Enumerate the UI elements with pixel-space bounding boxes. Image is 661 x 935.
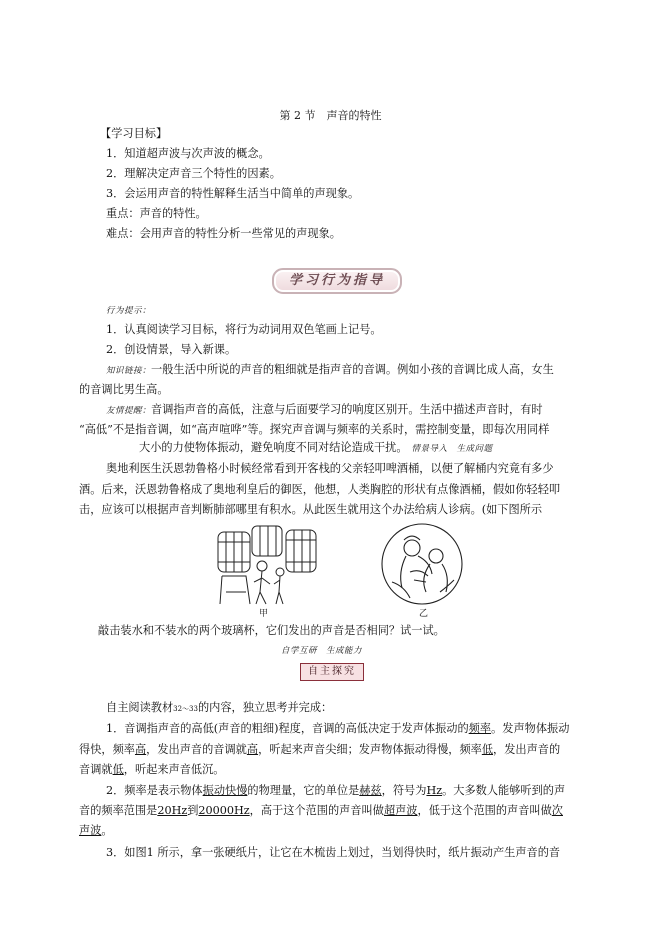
p2-answer-20000hz: 20000Hz — [198, 804, 250, 817]
p1-text-f: ，发出声音的 — [493, 743, 561, 756]
p1-text-c: 得快，频率 — [79, 743, 135, 756]
p2-text-d: 。大多数人能够听到的声 — [442, 784, 566, 797]
p2-text-h: ，低于这个范围的声音叫做 — [417, 804, 552, 817]
knowledge-text-1: 一般生活中所说的声音的粗细就是指声音的音调。例如小孩的音调比成人高，女生 — [151, 363, 554, 376]
section-banner: 学习行为指导 — [272, 268, 402, 294]
p1-line-1 — [106, 721, 569, 737]
tip-text-1: 音调指声音的高低，注意与后面要学习的响度区别开。生活中描述声音时，有时 — [151, 403, 543, 416]
hint-item-1: 1．认真阅读学习目标，将行为动词用双色笔画上记号。 — [106, 323, 382, 336]
self-explore-box: 自主探究 — [300, 663, 364, 681]
goal-item-2: 2．理解决定声音三个特性的因素。 — [106, 167, 281, 180]
p2-text-b: 的物理量，它的单位是 — [247, 784, 360, 797]
figure-caption-left: 甲 — [259, 609, 269, 619]
p1-answer-low-pitch: 低 — [112, 763, 124, 776]
p2-text-a: 2．频率是表示物体 — [106, 784, 203, 797]
p2-answer-hz: Hz — [426, 784, 443, 797]
p1-text-g: 音调就 — [79, 763, 113, 776]
knowledge-line-1 — [106, 362, 554, 379]
p2-text-f: 到 — [187, 804, 199, 817]
reading-line — [106, 700, 332, 717]
p1-text-e: ，听起来声音尖细；发声物体振动得慢，频率 — [258, 743, 482, 756]
goal-item-1: 1．知道超声波与次声波的概念。 — [106, 147, 270, 160]
goal-item-3: 3．会运用声音的特性解释生活当中简单的声现象。 — [106, 187, 360, 200]
barrel-illustration — [216, 522, 322, 606]
p2-answer-infra-2: 声波 — [79, 824, 102, 837]
p1-text-b: 。发声物体振动 — [491, 722, 570, 735]
self-study-tag: 自学互研 生成能力 — [281, 646, 363, 656]
question-line: 敲击装水和不装水的两个玻璃杯，它们发出的声音是否相同？试一试。 — [98, 624, 445, 637]
p1-text-h: ，听起来声音低沉。 — [123, 763, 225, 776]
p2-line-2 — [79, 803, 563, 819]
reading-pre: 自主阅读教材 — [106, 701, 174, 714]
p2-text-i: 。 — [101, 824, 113, 837]
p2-text-e: 音的频率范围是 — [79, 804, 158, 817]
p1-text-a: 1．音调指声音的高低(声音的粗细)程度，音调的高低决定于发声体振动的 — [106, 722, 469, 735]
figure-caption-right: 乙 — [419, 609, 429, 619]
p1-answer-low-freq: 低 — [481, 743, 494, 756]
p2-answer-20hz: 20Hz — [157, 804, 188, 817]
story-line-1: 奥地利医生沃恩勃鲁格小时候经常看到开客栈的父亲轻叩啤酒桶，以便了解桶内究竟有多少 — [106, 462, 554, 475]
hints-label: 行为提示： — [106, 306, 152, 316]
p1-answer-high-pitch: 高 — [246, 743, 259, 756]
p2-line-1 — [106, 783, 565, 799]
p2-answer-infra-1: 次 — [551, 804, 563, 817]
tip-line-1 — [106, 402, 543, 419]
knowledge-line-2: 的音调比男生高。 — [79, 383, 169, 396]
key-point: 重点：声音的特性。 — [106, 207, 207, 220]
p3-line-1: 3．如图1 所示，拿一张硬纸片，让它在木梳齿上划过，当划得快时，纸片振动产生声音的音 — [106, 846, 561, 859]
p2-answer-vibration: 振动快慢 — [202, 784, 248, 797]
tip-text-3: 大小的力使物体振动，避免响度不同对结论造成干扰。 — [139, 441, 408, 454]
reading-post: 的内容，独立思考并完成： — [197, 701, 333, 714]
hint-item-2: 2．创设情景，导入新课。 — [106, 343, 237, 356]
tip-line-3 — [139, 440, 493, 457]
p1-answer-high-freq: 高 — [134, 743, 147, 756]
goals-heading: 【学习目标】 — [100, 127, 168, 140]
p2-text-g: ，高于这个范围的声音叫做 — [249, 804, 384, 817]
p1-text-d: ，发出声音的音调就 — [146, 743, 247, 756]
scenario-tag: 情景导入 生成问题 — [411, 444, 493, 454]
p1-line-2 — [79, 742, 560, 758]
tip-label: 友情提醒： — [106, 406, 152, 416]
page-title: 第 2 节 声音的特性 — [279, 109, 382, 122]
p2-answer-hertz: 赫兹 — [359, 784, 382, 797]
p2-line-3 — [79, 823, 113, 839]
difficulty: 难点：会用声音的特性分析一些常见的声现象。 — [106, 227, 341, 240]
p2-text-c: ，符号为 — [381, 784, 427, 797]
tip-line-2: “高低”不是指音调，如“高声喧哗”等。探究声音调与频率的关系时，需控制变量，即每次用同样 — [79, 423, 550, 436]
p1-line-3 — [79, 762, 224, 778]
reading-pages: 32～33 — [173, 705, 198, 713]
knowledge-label: 知识链接： — [106, 366, 152, 376]
story-line-2: 酒。后来，沃恩勃鲁格成了奥地利皇后的御医，他想，人类胸腔的形状有点像酒桶，假如你轻轻叩 — [79, 483, 561, 496]
p1-answer-frequency: 频率 — [468, 722, 492, 735]
p2-answer-ultrasound: 超声波 — [383, 804, 418, 817]
doctor-illustration — [380, 522, 464, 606]
story-line-3: 击，应该可以根据声音判断肺部哪里有积水。从此医生就用这个办法给病人诊病。(如下图所示 — [79, 503, 543, 516]
